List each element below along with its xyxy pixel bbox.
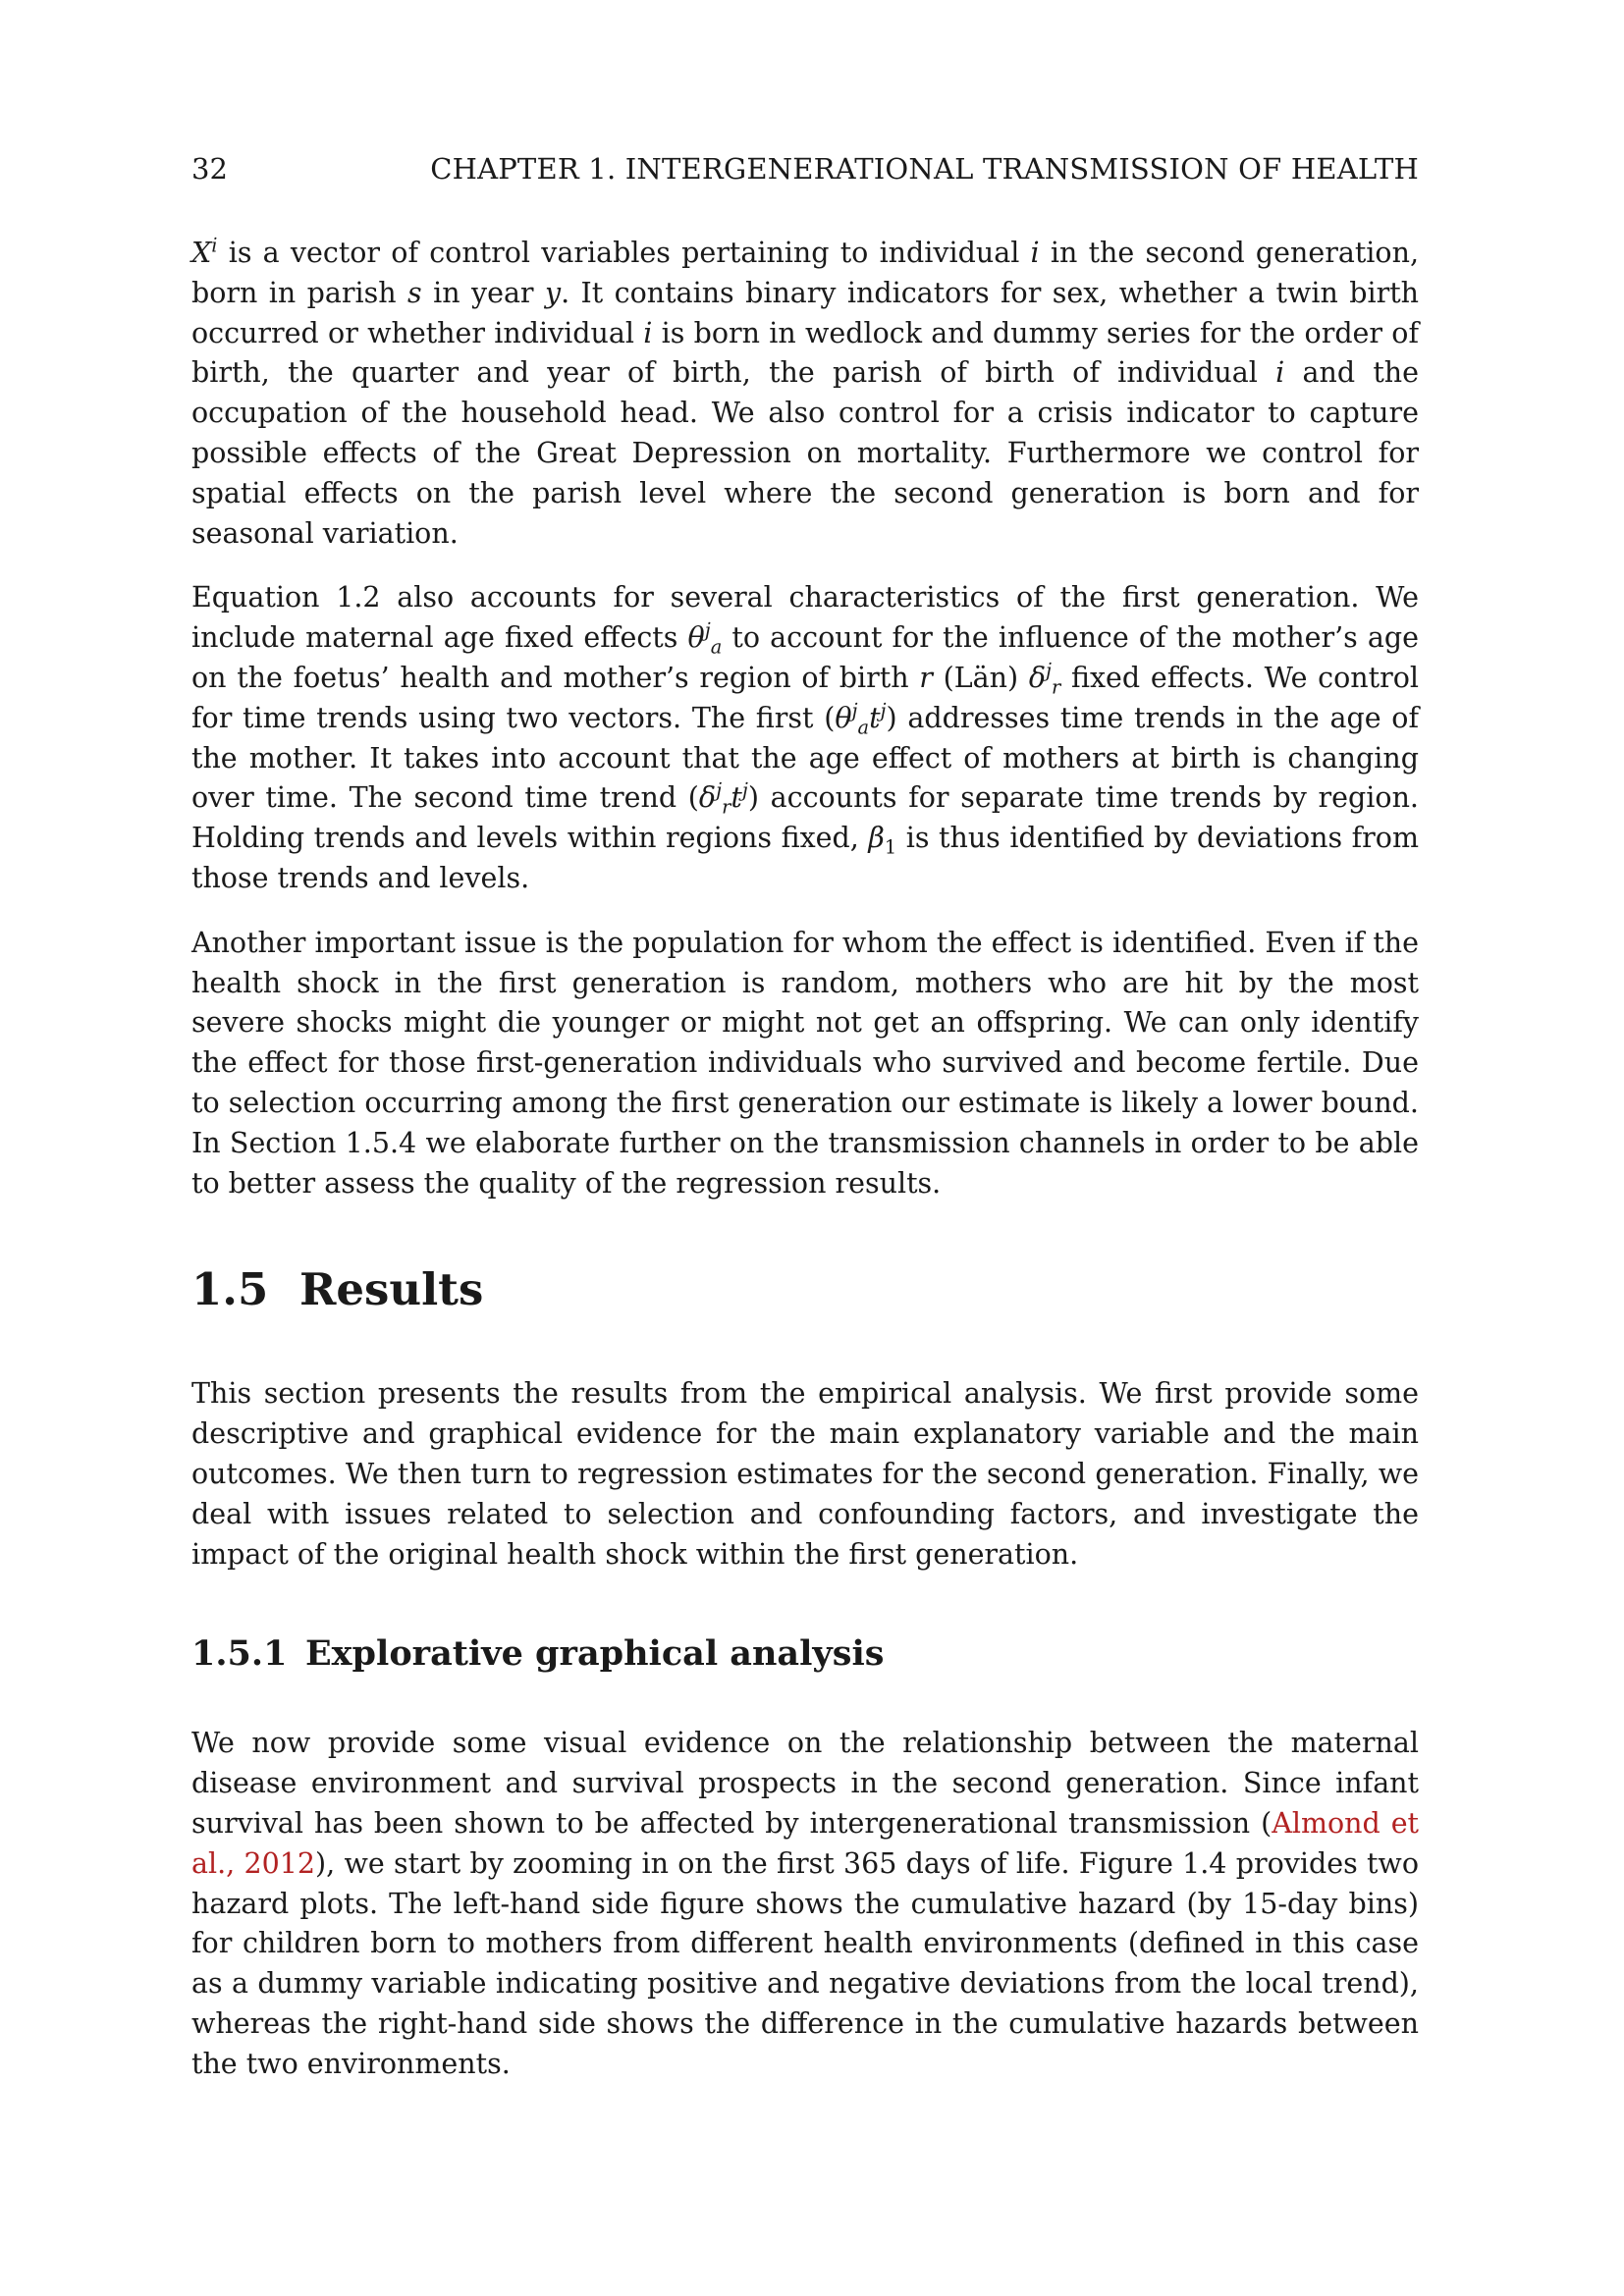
text-span: ), we start by zooming in on the first 365 days of life. Figure 1.4 provides two hazard plots. The left-hand side figure shows the cumulative hazard (by 15-day bins) for children born to mothers from different health environments (defined in this case as a dummy variable indicating positive and negative deviations from the local trend), whereas the right-hand side shows the difference in the cumulative hazards between the two environments.: [191, 1846, 1419, 2080]
text-span: in year: [421, 276, 545, 309]
text-span: and the occupation of the household head. We also control for a crisis indicator to capture possible effects of the Great Depression on mortality. Furthermore we control for spatial effects on the parish level where the second generation is born and for seasonal variation.: [191, 356, 1419, 550]
text-span: in the second generation, born in parish: [191, 237, 1419, 309]
page-number: 32: [191, 152, 228, 186]
text-span: is born in wedlock and dummy series for the order of birth, the quarter and year of birth, the parish of birth of individual: [191, 316, 1420, 390]
paragraph-control-variables: [191, 234, 1419, 554]
text-span: fixed effects. We control for time trends using two vectors. The first (: [191, 661, 1419, 734]
math-sup: j: [880, 699, 887, 722]
math-sup: j: [1045, 659, 1052, 682]
section-title: Results: [299, 1263, 484, 1316]
subsection-number: 1.5.1: [191, 1633, 288, 1675]
math-var-i: i: [1275, 356, 1285, 390]
math-var-i: i: [1030, 237, 1040, 269]
math-sub: a: [857, 716, 870, 739]
paragraph-population: Another important issue is the population for whom the effect is identified. Even if the health shock in the first generation is random, mothers who are hit by the most severe shocks might die younger or might not get an offspring. We can only identify the effect for those first-generation individuals who survived and become fertile. Due to selection occurring among the first generation our estimate is likely a lower bound. In Section 1.5.4 we elaborate further on the transmission channels in order to be able to better assess the quality of the regression results.: [191, 926, 1419, 1200]
math-sub: r: [722, 796, 731, 820]
math-sup: j: [716, 778, 723, 802]
math-var-t: t: [731, 781, 742, 815]
section-heading-results: [191, 1262, 1419, 1317]
math-theta: θ: [687, 621, 705, 655]
text-span: ) accounts for separate time trends by region. Holding trends and levels within regions fixed,: [191, 781, 1419, 855]
math-theta: θ: [835, 701, 852, 734]
page-header: [191, 147, 1419, 190]
page-content: [191, 234, 1419, 2109]
math-sub: a: [710, 635, 723, 659]
math-var-y: y: [544, 276, 562, 309]
text-span: ) addresses time trends in the age of the mother. It takes into account that the age effect of mothers at birth is changing over time. The second time trend (: [191, 701, 1420, 815]
subsection-title: Explorative graphical analysis: [305, 1633, 885, 1675]
text-span: We now provide some visual evidence on the relationship between the maternal disease environment and survival prospects in the second generation. Since infant survival has been shown to be affected by intergenerational transmission (: [191, 1727, 1419, 1840]
math-beta: β: [868, 822, 885, 855]
math-var-s: s: [407, 276, 422, 309]
text-span: is thus identified by deviations from those trends and levels.: [191, 822, 1419, 894]
running-title: CHAPTER 1. INTERGENERATIONAL TRANSMISSION OF HEALTH: [430, 152, 1419, 186]
math-var-t: t: [869, 701, 881, 734]
math-var-x: X: [191, 237, 212, 269]
text-span: is a vector of control variables pertaining to individual: [217, 237, 1031, 269]
subsection-heading-explorative: [191, 1631, 1419, 1677]
paragraph-results-intro: This section presents the results from the empirical analysis. We first provide some descriptive and graphical evidence for the main explanatory variable and the main outcomes. We then turn to regression estimates for the second generation. Finally, we deal with issues related to selection and confounding factors, and investigate the impact of the original health shock within the first generation.: [191, 1377, 1419, 1571]
paragraph-visual-evidence: [191, 1724, 1419, 2084]
text-span: . It contains binary indicators for sex, whether a twin birth occurred or whether individual: [191, 276, 1419, 349]
math-sup: j: [704, 618, 711, 642]
math-sub: r: [1052, 675, 1061, 699]
math-var-i: i: [643, 316, 653, 349]
math-sub: 1: [884, 835, 897, 859]
citation-link-almond[interactable]: Almond et al., 2012: [191, 1806, 1420, 1880]
text-span: to account for the influence of the mother’s age on the foetus’ health and mother’s region of birth: [191, 621, 1420, 694]
math-sup: j: [851, 699, 858, 722]
math-sup-i: i: [211, 234, 218, 257]
math-delta: δ: [698, 781, 717, 815]
text-span: Equation 1.2 also accounts for several characteristics of the first generation. We include maternal age fixed effects: [191, 581, 1419, 655]
math-var-r: r: [919, 661, 933, 694]
paragraph-first-generation: [191, 578, 1419, 898]
text-span: (Län): [932, 661, 1029, 694]
math-delta: δ: [1028, 661, 1046, 694]
section-number: 1.5: [191, 1263, 269, 1316]
math-sup: j: [741, 778, 748, 802]
